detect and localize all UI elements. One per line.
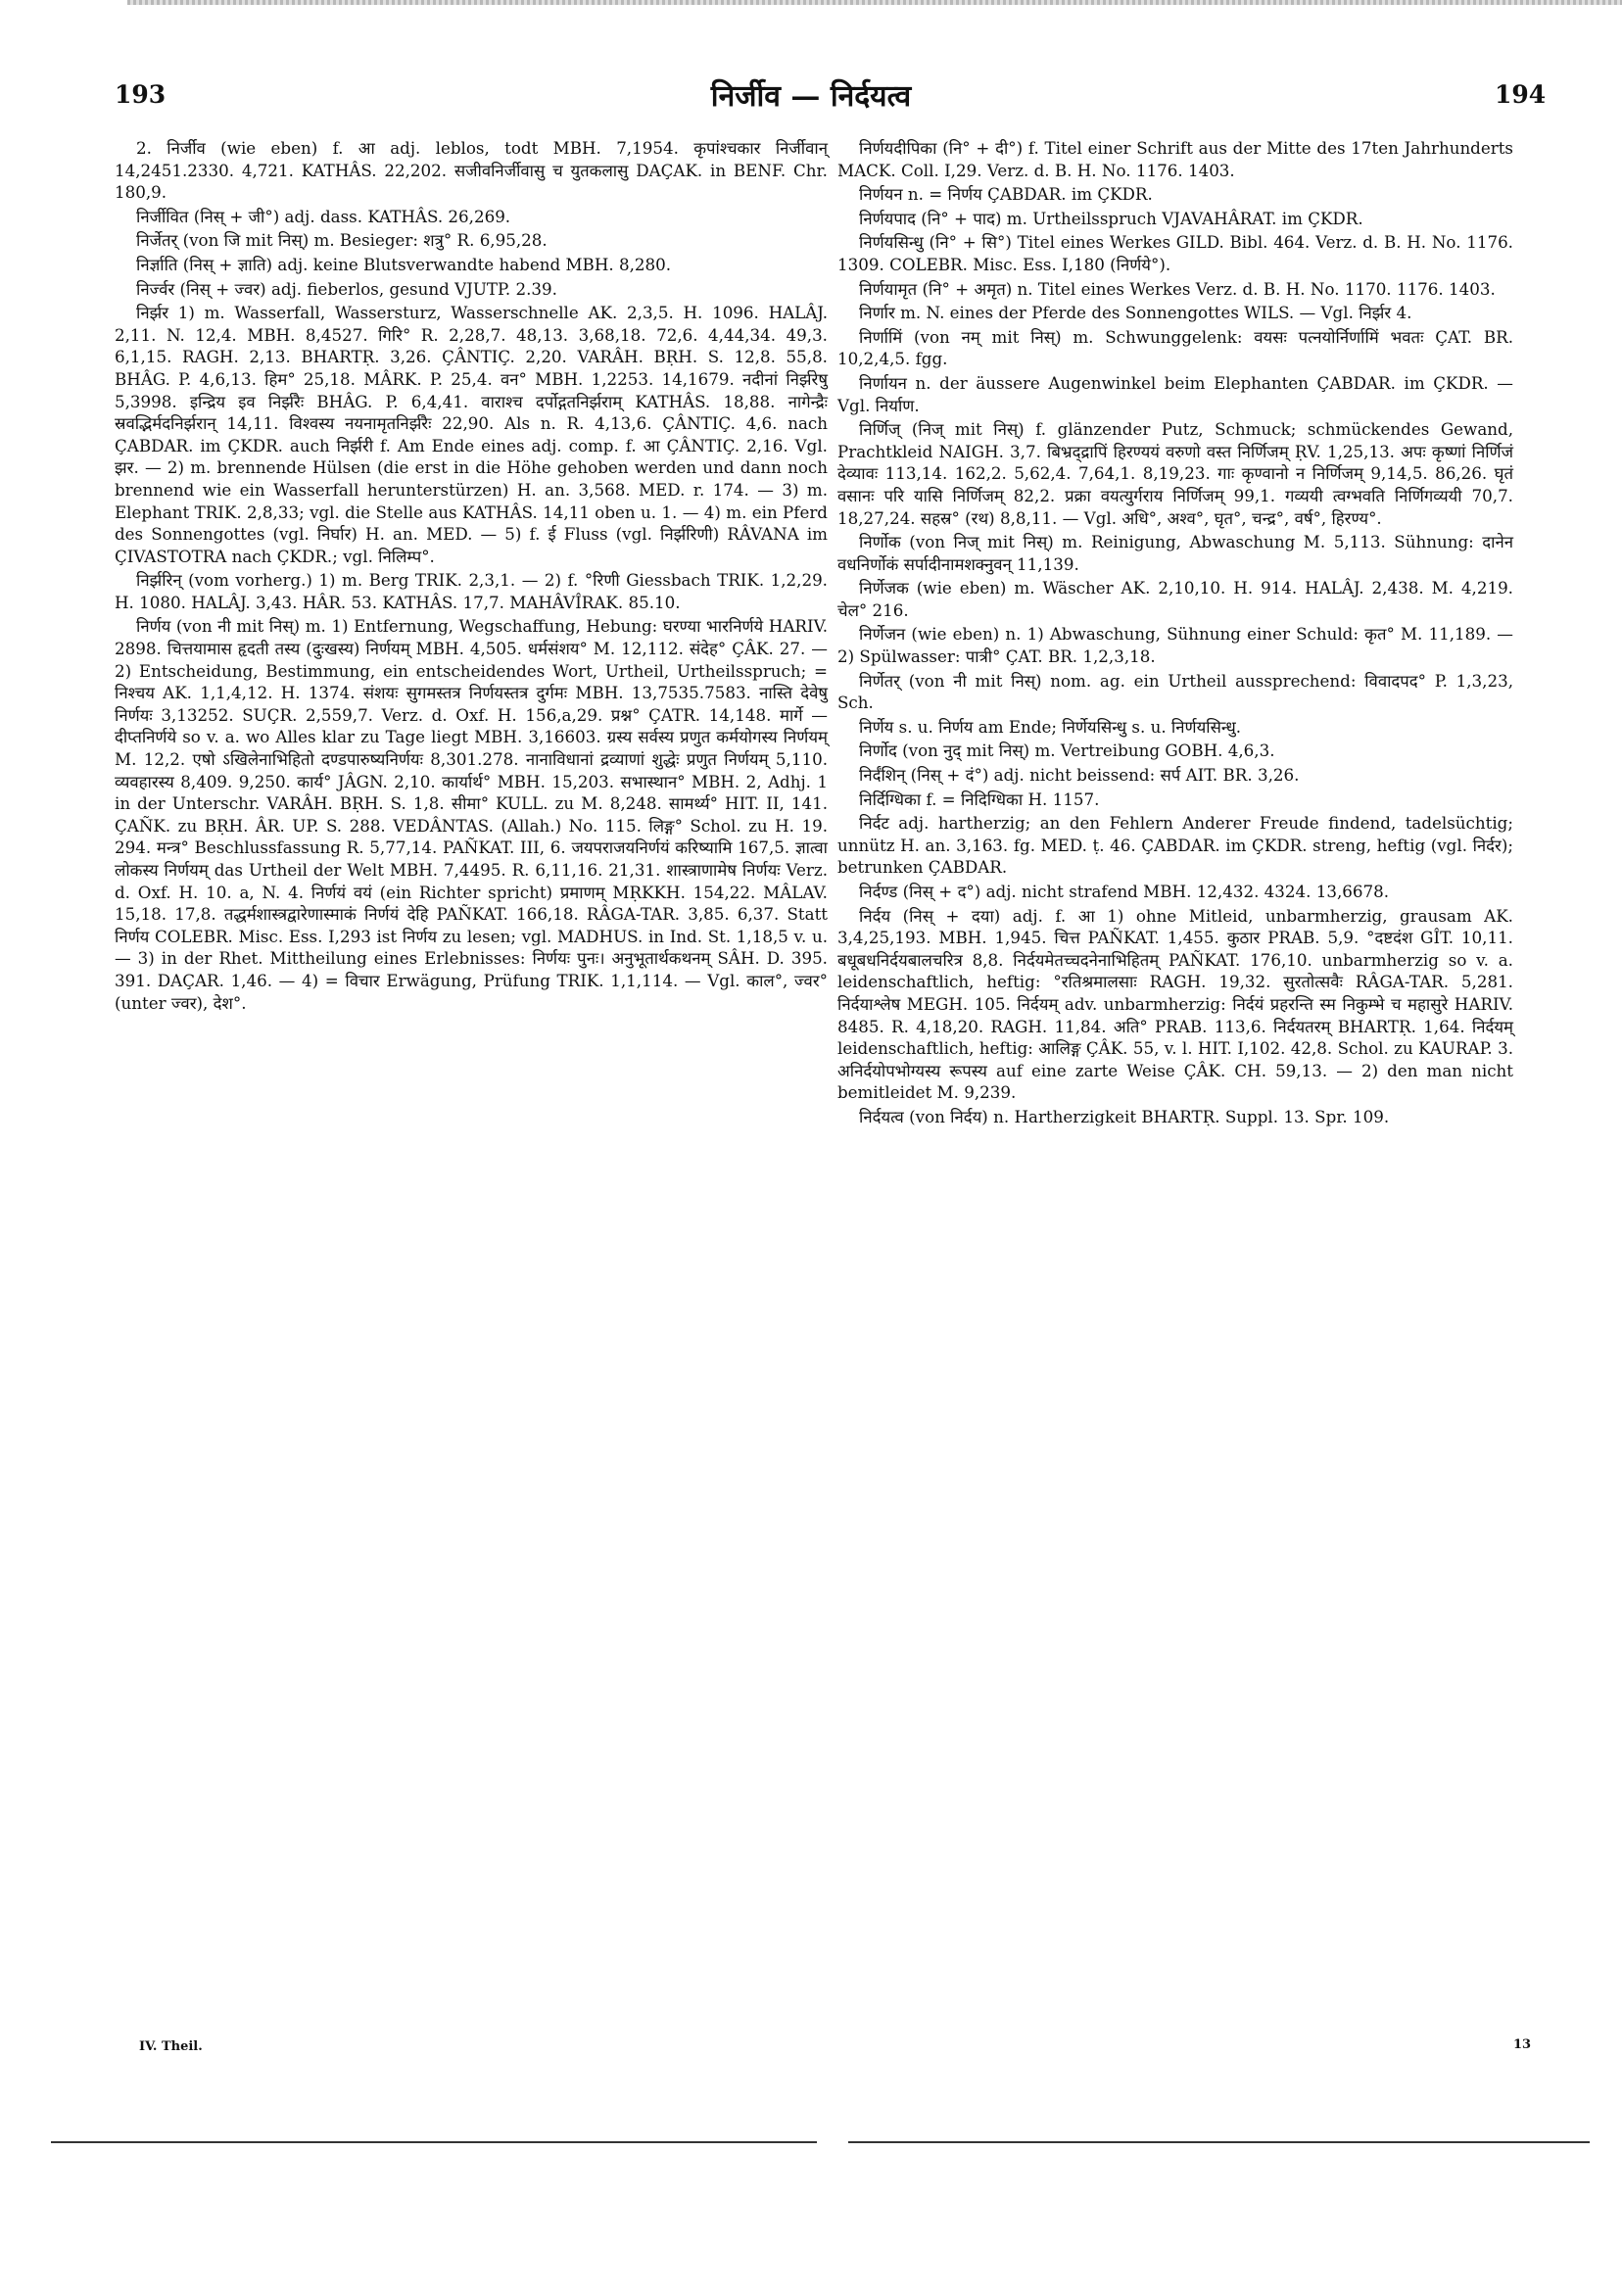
dictionary-entry: निर्णयामृत (नि° + अमृत) n. Titel eines Werkes Verz. d. B. H. No. 1170. 1176. 1403. [859,278,1496,299]
dictionary-entry: निर्णयन n. = निर्णय ÇABDAR. im ÇKDR. [859,184,1153,205]
dictionary-entry: निर्दय (निस् + दया) adj. f. आ 1) ohne Mitleid, unbarmherzig, grausam AK. 3,4,25,193. MBH. 1,945. चित्त PAÑKAT. 1,455. कुठार PRAB. 5,9. °दष्टदंश GÎT. 10,11. बधूबधनिर्दयबालचरित्र 8,8. निर्दयमेतच्चदनेनाभिहितम् PAÑKAT. 176,10. unbarmherzig so v. a. leidenschaftlich, heftig: °रतिश्रमालसाः RAGH. 19,32. सुरतोत्सवैः RÂGA-TAR. 5,281. निर्दयाश्लेष MEGH. 105. निर्दयम् adv. unbarmherzig: निर्दयं प्रहरन्ति स्म निकुम्भे च महासुरे HARIV. 8485. R. 4,18,20. RAGH. 11,84. अति° PRAB. 113,6. निर्दयतरम् BHARTṚ. 1,64. निर्दयम् leidenschaftlich, heftig: आलिङ्ग ÇÂK. 55, v. l. HIT. I,102. 42,8. Schol. zu KAURAP. 3. अनिर्दयोपभोग्यस्य रूपस्य auf eine zarte Weise ÇÂK. CH. 59,13. — 2) den man nicht bemitleidet M. 9,239. [837,905,1513,1103]
dictionary-entry: निर्णोद (von नुद् mit निस्) m. Vertreibung GOBH. 4,6,3. [859,741,1275,761]
dictionary-entry: निर्दट adj. hartherzig; an den Fehlern Anderer Freude findend, tadelsüchtig; unnütz H. an. 3,163. fg. MED. ṭ. 46. ÇABDAR. im ÇKDR. streng, heftig (vgl. निर्दर); betrunken ÇABDAR. [837,813,1513,878]
bottom-rule-right [848,2141,1590,2143]
dictionary-entry: निर्णेतर् (von नी mit निस्) nom. ag. ein Urtheil aussprechend: विवादपद° P. 1,3,23, Sch. [837,670,1513,713]
dictionary-entry: निर्णेजक (wie eben) m. Wäscher AK. 2,10,10. H. 914. HALÂJ. 2,438. M. 4,219. चेल° 216. [837,578,1513,620]
dictionary-entry: निर्णायन n. der äussere Augenwinkel beim Elephanten ÇABDAR. im ÇKDR. — Vgl. निर्याण. [837,372,1513,415]
dictionary-entry: निर्णार m. N. eines der Pferde des Sonnengottes WILS. — Vgl. निर्झर 4. [859,303,1412,323]
dictionary-entry: 2. निर्जीव (wie eben) f. आ adj. leblos, todt MBH. 7,1954. कृपांश्चकार निर्जीवान् 14,2451.2330. 4,721. KATHÂS. 22,202. सजीवनिर्जीवासु च युतकलासु DAÇAK. in BENF. Chr. 180,9. [115,138,828,203]
dictionary-entry: निर्णेजन (wie eben) n. 1) Abwaschung, Sühnung einer Schuld: कृत° M. 11,189. — 2) Spülwasser: पात्री° ÇAT. BR. 1,2,3,18. [837,624,1513,667]
page-number-left: 193 [115,80,167,109]
left-column [115,137,828,1016]
dictionary-entry: निर्ज्ञाति (निस् + ज्ञाति) adj. keine Blutsverwandte habend MBH. 8,280. [136,254,672,274]
dictionary-entry: निर्जेतर् (von जि mit निस्) m. Besieger: शत्रु° R. 6,95,28. [136,230,548,251]
dictionary-entry: निर्ज्वर (निस् + ज्वर) adj. fieberlos, gesund VJUTP. 2.39. [136,278,557,299]
dictionary-entry: निर्दंशिन् (निस् + दं°) adj. nicht beissend: सर्प AIT. BR. 3,26. [859,765,1300,786]
page-number-right: 194 [1495,80,1547,109]
dictionary-entry: निर्णयसिन्धु (नि° + सि°) Titel eines Werkes GILD. Bibl. 464. Verz. d. B. H. No. 1176. 1309. COLEBR. Misc. Ess. I,180 (निर्णये°). [837,232,1513,274]
bottom-rule-left [51,2141,817,2143]
dictionary-entry: निर्णिज् (निज् mit निस्) f. glänzender Putz, Schmuck; schmückendes Gewand, Prachtkleid NAIGH. 3,7. बिभ्रद्द्रापिं हिरण्ययं वरुणो वस्त निर्णिजम् ṚV. 1,25,13. अपः कृष्णां निर्णिजं देव्यावः 113,14. 162,2. 5,62,4. 7,64,1. 8,19,23. गाः कृण्वानो न निर्णिजम् 9,14,5. 86,26. घृतं वसानः परि यासि निर्णिजम् 82,2. प्रक्रा वयत्युर्गराय निर्णिजम् 99,1. गव्ययी त्वग्भवति निर्णिगव्ययी 70,7. 18,27,24. सहस्र° (रथ) 8,8,11. — Vgl. अधि°, अश्व°, घृत°, चन्द्र°, वर्ष°, हिरण्य°. [837,419,1513,528]
right-column [837,137,1513,1130]
dictionary-entry: निर्णेय s. u. निर्णय am Ende; निर्णेयसिन्धु s. u. निर्णयसिन्धु. [859,716,1242,737]
dictionary-entry: निर्णामिं (von नम् mit निस्) m. Schwunggelenk: वयसः पत्नयोर्निर्णामिं भवतः ÇAT. BR. 10,2,4,5. fgg. [837,326,1513,369]
scan-edge [127,0,1622,5]
dictionary-entry: निर्णयदीपिका (नि° + दी°) f. Titel einer Schrift aus der Mitte des 17ten Jahrhunderts MACK. Coll. I,29. Verz. d. B. H. No. 1176. 1403. [837,138,1513,180]
dictionary-entry: निर्जीवित (निस् + जी°) adj. dass. KATHÂS. 26,269. [136,206,511,226]
running-head: निर्जीव — निर्दयत्व [710,79,912,114]
dictionary-entry: निर्णोक (von निज् mit निस्) m. Reinigung, Abwaschung M. 5,113. Sühnung: दानेन वधनिर्णोकं सर्पादीनामशक्नुवन् 11,139. [837,532,1513,574]
dictionary-entry: निर्झरिन् (vom vorherg.) 1) m. Berg TRIK. 2,3,1. — 2) f. °रिणी Giessbach TRIK. 1,2,29. H. 1080. HALÂJ. 3,43. HÂR. 53. KATHÂS. 17,7. MAHÂVÎRAK. 85.10. [115,570,828,612]
dictionary-entry: निर्दयत्व (von निर्दय) n. Hartherzigkeit BHARTṚ. Suppl. 13. Spr. 109. [859,1106,1390,1126]
dictionary-entry: निर्णयपाद (नि° + पाद) m. Urtheilsspruch VJAVAHÂRAT. im ÇKDR. [859,208,1363,228]
volume-footer: IV. Theil. [139,2039,203,2054]
dictionary-entry: निर्झर 1) m. Wasserfall, Wassersturz, Wasserschnelle AK. 2,3,5. H. 1096. HALÂJ. 2,11. N. 12,4. MBH. 8,4527. गिरि° R. 2,28,7. 48,13. 3,68,18. 72,6. 4,44,34. 49,3. 6,1,15. RAGH. 2,13. BHARTṚ. 3,26. ÇÂNTIÇ. 2,20. VARÂH. BṚH. S. 12,8. 55,8. BHÂG. P. 4,6,13. हिम° 25,18. MÂRK. P. 25,4. वन° MBH. 1,2253. 14,1679. नदीनां निर्झरेषु 5,3998. इन्द्रिय इव निर्झरैः BHÂG. P. 6,4,41. वाराश्च दर्पोद्गतनिर्झराम् KATHÂS. 18,88. नागेन्द्रैः स्रवद्भिर्मदनिर्झरान् 14,11. विश्वस्य नयनामृतनिर्झरैः 22,90. Als n. R. 4,13,6. ÇÂNTIÇ. 4,6. nach ÇABDAR. im ÇKDR. auch निर्झरी f. Am Ende eines adj. comp. f. आ ÇÂNTIÇ. 2,16. Vgl. झर. — 2) m. brennende Hülsen (die erst in die Höhe gehoben werden und dann noch brennend wie ein Wasserfall herunterstürzen) H. an. 3,568. MED. r. 174. — 3) m. Elephant TRIK. 2,8,33; vgl. die Stelle aus KATHÂS. 14,11 oben u. 1. — 4) m. ein Pferd des Sonnengottes (vgl. निर्घार) H. an. MED. — 5) f. ई Fluss (vgl. निर्झरिणी) RÂVANA im ÇIVASTOTRA nach ÇKDR.; vgl. निलिम्प°. [115,303,828,566]
signature-mark: 13 [1513,2037,1532,2052]
dictionary-entry: निर्दिग्धिका f. = निदिग्धिका H. 1157. [859,789,1100,809]
dictionary-entry: निर्दण्ड (निस् + द°) adj. nicht strafend MBH. 12,432. 4324. 13,6678. [859,882,1390,901]
dictionary-entry: निर्णय (von नी mit निस्) m. 1) Entfernung, Wegschaffung, Hebung: घरण्या भारनिर्णये HARIV. 2898. चित्तयामास हृदती तस्य (दुःखस्य) निर्णयम् MBH. 4,505. धर्मसंशय° M. 12,112. संदेह° ÇÂK. 27. — 2) Entscheidung, Bestimmung, ein entscheidendes Wort, Urtheil, Urtheilsspruch; = निश्चय AK. 1,1,4,12. H. 1374. संशयः सुगमस्तत्र निर्णयस्तत्र दुर्गमः MBH. 13,7535.7583. नास्ति देवेषु निर्णयः 3,13252. SUÇR. 2,559,7. Verz. d. Oxf. H. 156,a,29. प्रश्न° ÇATR. 14,148. मार्गे — दीप्तनिर्णये so v. a. wo Alles klar zu Tage liegt MBH. 3,16603. ग्रस्य सर्वस्य प्रणुत कर्मयोगस्य निर्णयम् M. 12,2. एषो ऽखिलेनाभिहितो दण्डपारुष्यनिर्णयः 8,301.278. नानाविधानां द्रव्याणां शुद्धेः प्रणुत निर्णयम् 5,110. व्यवहारस्य 8,409. 9,250. कार्य° JÂGN. 2,10. कार्यार्थ° MBH. 15,203. सभास्थान° MBH. 2, Adhj. 1 in der Unterschr. VARÂH. BṚH. S. 1,8. सीमा° KULL. zu M. 8,248. सामर्थ्य° HIT. II, 141. ÇAÑK. zu BṚH. ÂR. UP. S. 288. VEDÂNTAS. (Allah.) No. 115. लिङ्ग° Schol. zu H. 19. 294. मन्त्र° Beschlussfassung R. 5,77,14. PAÑKAT. III, 6. जयपराजयनिर्णयं करिष्यामि 167,5. ज्ञात्वा लोकस्य निर्णयम् das Urtheil der Welt MBH. 7,4495. R. 6,11,16. 21,31. शास्त्राणामेष निर्णयः Verz. d. Oxf. H. 10. a, N. 4. निर्णयं वयं (ein Richter spricht) प्रमाणम् MṚKKH. 154,22. MÂLAV. 15,18. 17,8. तद्धर्मशास्त्रद्वारेणास्माकं निर्णयं देहि PAÑKAT. 166,18. RÂGA-TAR. 3,85. 6,37. Statt निर्णय COLEBR. Misc. Ess. I,293 ist निर्णय zu lesen; vgl. MADHUS. in Ind. St. 1,18,5 v. u. — 3) in der Rhet. Mittheilung eines Erlebnisses: निर्णयः पुनः। अनुभूतार्थकथनम् SÂH. D. 395. 391. DAÇAR. 1,46. — 4) = विचार Erwägung, Prüfung TRIK. 1,1,114. — Vgl. काल°, ज्वर° (unter ज्वर), देश°. [115,616,828,1013]
